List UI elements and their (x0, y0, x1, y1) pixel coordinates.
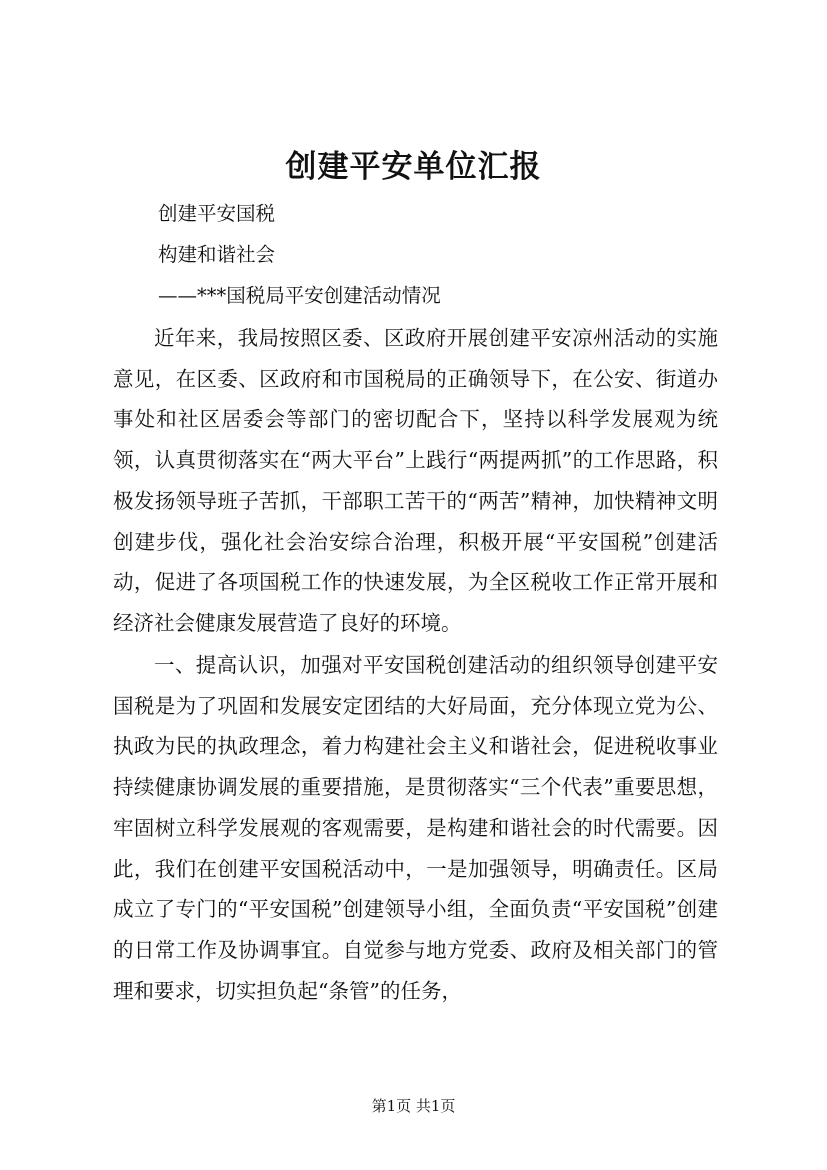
body-paragraph-1-container (113, 318, 718, 644)
subtitle-line-3: ——***国税局平安创建活动情况 (158, 284, 441, 307)
body-paragraph: 近年来，我局按照区委、区政府开展创建平安凉州活动的实施意见，在区委、区政府和市国税局的正确领导下，在公安、街道办事处和社区居委会等部门的密切配合下，坚持以科学发展观为统领，认真贯彻落实在“两大平台”上践行“两提两抓”的工作思路，积极发扬领导班子苦抓，干部职工苦干的“两苦”精神，加快精神文明创建步伐，强化社会治安综合治理，积极开展“平安国税”创建活动，促进了各项国税工作的快速发展，为全区税收工作正常开展和经济社会健康发展营造了良好的环境。 (113, 326, 718, 635)
subtitle-line-1: 创建平安国税 (158, 202, 276, 225)
body-paragraph: 一、提高认识，加强对平安国税创建活动的组织领导创建平安国税是为了巩固和发展安定团结的大好局面，充分体现立党为公、执政为民的执政理念，着力构建社会主义和谐社会，促进税收事业持续健康协调发展的重要措施，是贯彻落实“三个代表”重要思想，牢固树立科学发展观的客观需要，是构建和谐社会的时代需要。因此，我们在创建平安国税活动中，一是加强领导，明确责任。区局成立了专门的“平安国税”创建领导小组，全面负责“平安国税”创建的日常工作及协调事宜。自觉参与地方党委、政府及相关部门的管理和要求，切实担负起“条管”的任务， (113, 653, 718, 1003)
body-paragraph-2-container (113, 645, 718, 1011)
subtitle-line-2: 构建和谐社会 (158, 243, 276, 266)
page-footer: 第1页 共1页 (371, 1097, 456, 1115)
document-title: 创建平安单位汇报 (285, 149, 542, 185)
